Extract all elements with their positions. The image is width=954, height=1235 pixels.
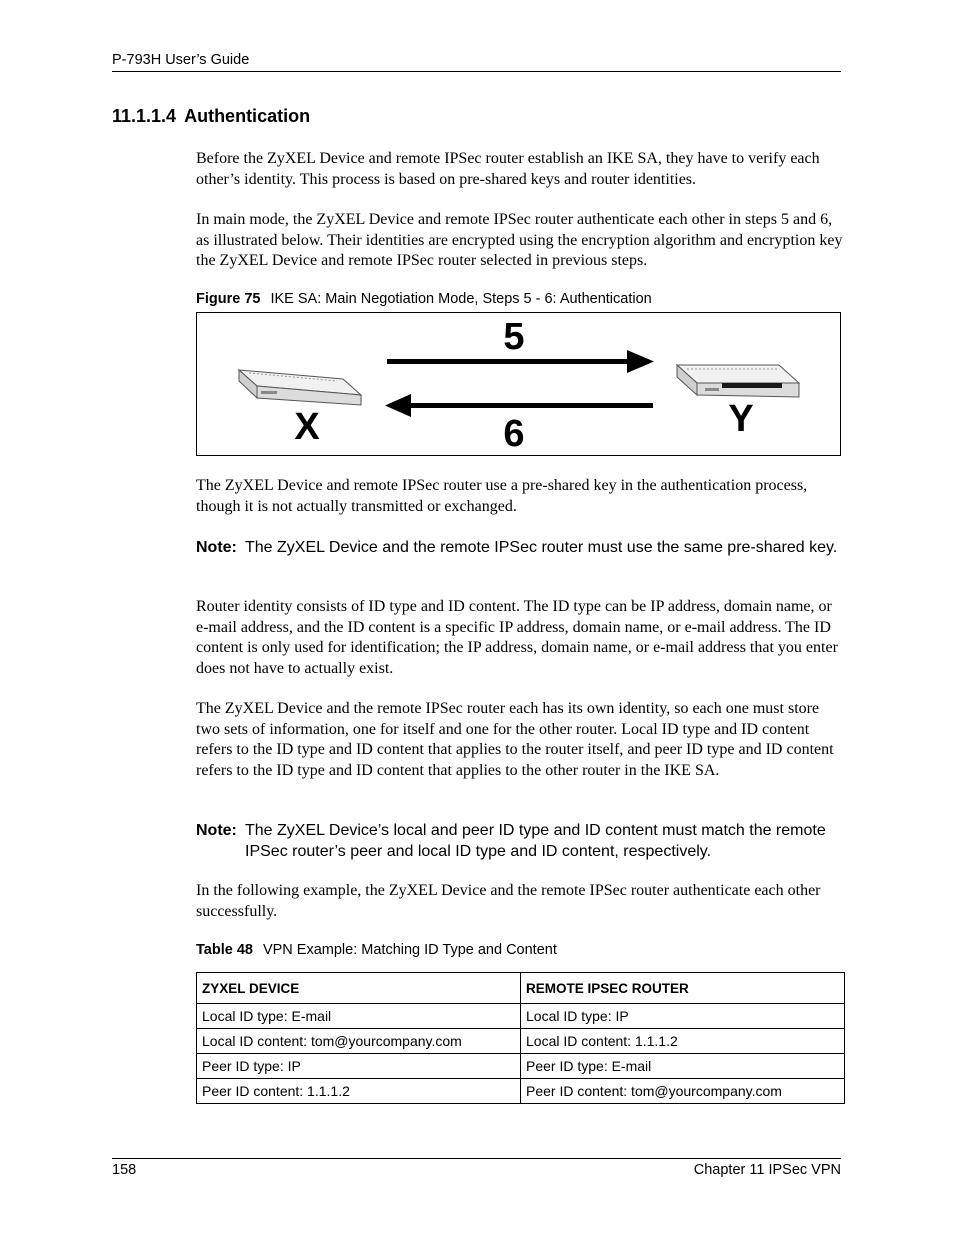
id-matching-table	[196, 972, 845, 1104]
note-label: Note:	[196, 822, 237, 839]
section-heading	[112, 106, 310, 127]
figure-caption-text: IKE SA: Main Negotiation Mode, Steps 5 - 6: Authentication	[270, 291, 652, 307]
paragraph-router-identity: Router identity consists of ID type and ID content. The ID type can be IP address, domain name, or e-mail address, and the ID content is a specific IP address, domain name, or e-mail address. The ID content is only used for identification; the IP address, domain name, or e-mail address that you enter does not have to actually exist.	[196, 598, 838, 678]
chapter-title: Chapter 11 IPSec VPN	[693, 1162, 841, 1178]
running-header: P-793H User’s Guide	[112, 52, 250, 68]
table-cell: Local ID type: IP	[521, 1004, 845, 1029]
table-cell: Peer ID content: 1.1.1.2	[197, 1079, 521, 1104]
router-icon	[677, 365, 799, 397]
router-icon	[239, 370, 361, 405]
page-number: 158	[112, 1162, 137, 1178]
footer-rule	[112, 1158, 841, 1159]
paragraph-main-mode: In main mode, the ZyXEL Device and remote IPSec router authenticate each other in steps 5 and 6, as illustrated below. Their identities are encrypted using the encryption algorithm and encryption key the ZyXEL Device and remote IPSec router selected in previous steps.	[196, 211, 843, 270]
table-label: Table 48	[196, 942, 253, 958]
table-cell: Local ID content: 1.1.1.2	[521, 1029, 845, 1054]
header-rule	[112, 71, 841, 72]
table-caption-text: VPN Example: Matching ID Type and Content	[262, 942, 557, 958]
table-header-row	[197, 973, 845, 1004]
device-x-label: X	[294, 406, 320, 448]
paragraph-local-peer-id: The ZyXEL Device and the remote IPSec router each has its own identity, so each one must store two sets of information, one for itself and one for the other router. Local ID type and ID content refers to the ID type and ID content that applies to the router itself, and peer ID type and ID content refers to the ID type and ID content that applies to the other router in the IKE SA.	[196, 700, 834, 780]
table-cell: Local ID type: E-mail	[197, 1004, 521, 1029]
table-row	[197, 1079, 845, 1104]
paragraph-identity-verification: Before the ZyXEL Device and remote IPSec router establish an IKE SA, they have to verify each other’s identity. This process is based on pre-shared keys and router identities.	[196, 150, 820, 188]
section-number: 11.1.1.4	[112, 106, 177, 126]
note-text: The ZyXEL Device’s local and peer ID type and ID content must match the remote IPSec router’s peer and local ID type and ID content, respectively.	[245, 822, 826, 860]
paragraph-example-intro: In the following example, the ZyXEL Device and the remote IPSec router authenticate each other successfully.	[196, 882, 821, 920]
table-row	[197, 1029, 845, 1054]
section-title: Authentication	[184, 106, 311, 126]
step-6-label: 6	[503, 413, 525, 455]
table-row	[197, 1054, 845, 1079]
table-row	[197, 1004, 845, 1029]
step-5-label: 5	[503, 316, 525, 358]
note-label: Note:	[196, 539, 237, 556]
device-y-label: Y	[728, 398, 754, 440]
authentication-figure	[196, 312, 841, 456]
note-text: The ZyXEL Device and the remote IPSec router must use the same pre-shared key.	[245, 539, 838, 556]
table-cell: Peer ID content: tom@yourcompany.com	[521, 1079, 845, 1104]
figure-label: Figure 75	[196, 291, 261, 307]
table-cell: Peer ID type: E-mail	[521, 1054, 845, 1079]
figure-diagram	[197, 313, 842, 457]
table-caption	[196, 942, 557, 958]
table-cell: Peer ID type: IP	[197, 1054, 521, 1079]
column-header-zyxel-device: ZYXEL DEVICE	[197, 973, 521, 1004]
paragraph-pre-shared-key: The ZyXEL Device and remote IPSec router use a pre-shared key in the authentication process, though it is not actually transmitted or exchanged.	[196, 477, 808, 515]
column-header-remote-router: REMOTE IPSEC ROUTER	[521, 973, 845, 1004]
figure-caption	[196, 291, 652, 307]
table-cell: Local ID content: tom@yourcompany.com	[197, 1029, 521, 1054]
